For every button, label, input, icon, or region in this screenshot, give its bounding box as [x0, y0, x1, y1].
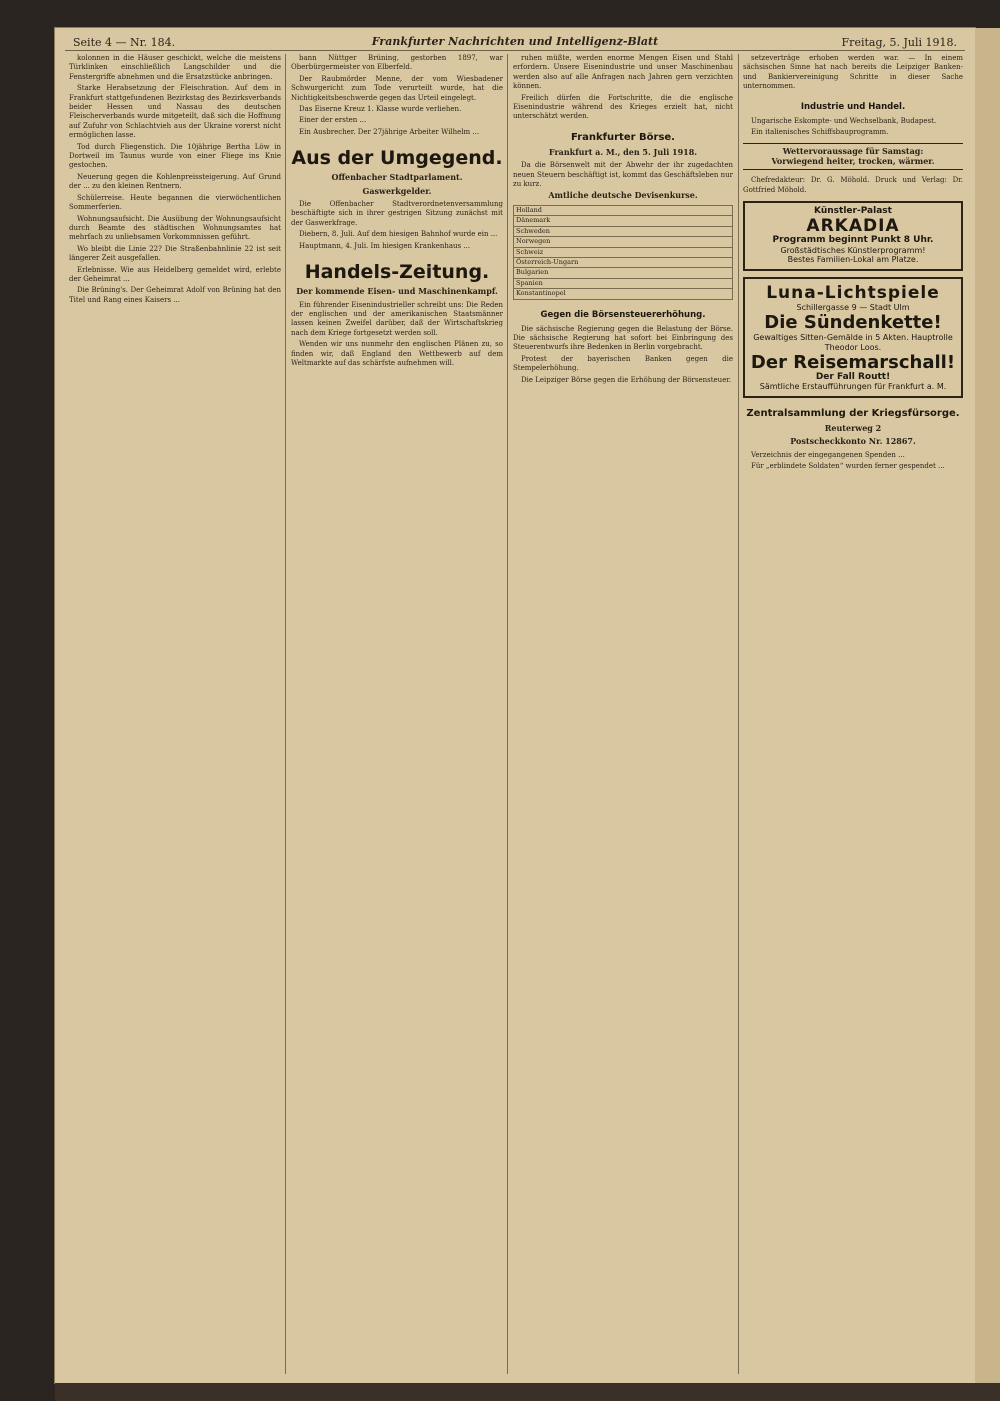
article-paragraph: Der Raubmörder Menne, der vom Wiesbadener Schwurgericht zum Tode verurteilt wurde, hat die Nichtigkeitsbeschwerde gegen das Urteil eingelegt.	[291, 74, 503, 102]
section-heading: Gegen die Börsensteuererhöhung.	[540, 309, 706, 320]
column-1	[69, 54, 281, 1374]
section-heading: Zentralsammlung der Kriegsfürsorge.	[746, 407, 960, 419]
ad-line: Programm beginnt Punkt 8 Uhr.	[772, 235, 934, 246]
article-paragraph: Ein führender Eisenindustrieller schreibt uns: Die Reden der englischen und der amerikanischen Staatsmänner lassen keinen Zweifel darüber, daß der Wirtschaftskrieg nach dem Kriege fortgesetzt werden soll.	[291, 300, 503, 337]
article-paragraph: Die Offenbacher Stadtverordnetenversammlung beschäftigte sich in ihrer gestrigen Sitzung zunächst mit der Gaswerkfrage.	[291, 200, 503, 227]
article-paragraph: Schülerreise. Heute begannen die vierwöchentlichen Sommerferien.	[69, 193, 281, 212]
rate-country: Österreich-Ungarn	[514, 257, 733, 267]
section-subheading: Offenbacher Stadtparlament.	[331, 172, 463, 183]
column-3	[513, 54, 733, 1374]
article-paragraph: Freilich dürfen die Fortschritte, die die englische Eisenindustrie während des Krieges erzielt hat, nicht unterschätzt werden.	[513, 93, 733, 121]
editor-credits: Chefredakteur: Dr. G. Möhold. Druck und Verlag: Dr. Gottfried Möhold.	[743, 176, 963, 194]
ad-line: Gewaltiges Sitten-Gemälde in 5 Akten. Hauptrolle Theodor Loos.	[753, 333, 953, 352]
article-paragraph: setzeverträge erhoben werden war. — In einem sächsischen Sinne hat nach bereits die Leipziger Banken- und Bankiervereinigung Schritte in dieser Sache unternommen.	[743, 54, 963, 91]
column-rule	[738, 54, 739, 1374]
ad-title: ARKADIA	[806, 216, 900, 237]
rate-country: Norwegen	[514, 237, 733, 247]
ad-line: Bestes Familien-Lokal am Platze.	[787, 255, 919, 265]
rate-country: Holland	[514, 205, 733, 215]
scan-border	[55, 1383, 1000, 1401]
section-subheading: Postscheckkonto Nr. 12867.	[790, 436, 916, 447]
ad-arkadia	[743, 201, 963, 271]
ad-line: Großstädtisches Künstlerprogramm!	[780, 245, 926, 255]
column-2	[291, 54, 503, 1374]
column-rule	[507, 54, 508, 1374]
ad-feature-title: Der Reisemarschall!	[750, 351, 956, 373]
article-paragraph: Neuerung gegen die Kohlenpreissteigerung. Auf Grund der ... zu den kleinen Rentnern.	[69, 172, 281, 191]
column-4	[743, 54, 963, 1374]
rates-title: Amtliche deutsche Devisenkurse.	[548, 190, 698, 201]
article-paragraph: Starke Herabsetzung der Fleischration. Auf dem in Frankfurt stattgefundenen Bezirkstag des Bezirksverbands beider Hessen und Nassau des deutschen Fleischerverbands wurde mitgeteilt, daß sich die Hoffnung auf Zufuhr von Schlachtvieh aus der Ukraine vorerst nicht ermöglichen lasse.	[69, 84, 281, 140]
issue-date: Freitag, 5. Juli 1918.	[841, 36, 957, 49]
article-paragraph: Tod durch Fliegenstich. Die 10jährige Bertha Löw in Dortweil im Taunus wurde von einer Fliege ins Knie gestochen.	[69, 142, 281, 170]
article-paragraph: Protest der bayerischen Banken gegen die Stempelerhöhung.	[513, 354, 733, 373]
article-paragraph: Wohnungsaufsicht. Die Ausübung der Wohnungsaufsicht durch Beamte des städtischen Wohnungsamtes hat mehrfach zu unliebsamen Vorkommnissen geführt.	[69, 214, 281, 242]
weather-title: Wettervoraussage für Samstag:	[782, 146, 924, 157]
rate-country: Schweden	[514, 226, 733, 236]
article-paragraph: bann Nüttger Brüning, gestorben 1897, war Oberbürgermeister von Elberfeld.	[291, 54, 503, 72]
ad-line: Künstler-Palast	[814, 206, 892, 217]
ad-feature-title: Die Sündenkette!	[764, 312, 942, 334]
newspaper-page	[55, 28, 975, 1383]
article-paragraph: ruhen müßte, werden enorme Mengen Eisen und Stahl erfordern. Unsere Eisenindustrie und unser Maschinenbau werden also auf alle Anfragen nach Jahren gern verzichten können.	[513, 54, 733, 91]
ad-line: Der Fall Routt!	[815, 371, 891, 382]
article-paragraph: Verzeichnis der eingegangenen Spenden ...	[751, 450, 905, 459]
column-rule	[285, 54, 286, 1374]
article-paragraph: Die Brüning's. Der Geheimrat Adolf von Brüning hat den Titel und Rang eines Kaisers ...	[69, 286, 281, 304]
section-subheading: Gaswerkgelder.	[362, 185, 432, 196]
page-number: Seite 4 — Nr. 184.	[73, 36, 176, 49]
article-paragraph: Für „erblindete Soldaten“ wurden ferner gespendet ...	[751, 461, 945, 470]
exchange-rates-table	[513, 205, 733, 300]
weather-forecast: Vorwiegend heiter, trocken, wärmer.	[771, 155, 935, 166]
article-paragraph: Ein italienisches Schiffsbauprogramm.	[751, 128, 889, 137]
section-subheading: Der kommende Eisen- und Maschinenkampf.	[296, 286, 498, 297]
ad-line: Sämtliche Erstaufführungen für Frankfurt a. M.	[759, 382, 947, 392]
rate-country: Spanien	[514, 278, 733, 288]
page-header	[65, 34, 965, 51]
article-paragraph: Erlebnisse. Wie aus Heidelberg gemeldet wird, erlebte der Geheimrat ...	[69, 265, 281, 283]
rate-country: Konstantinopel	[514, 289, 733, 299]
article-paragraph: Das Eiserne Kreuz 1. Klasse wurde verliehen.	[299, 105, 462, 114]
rate-country: Dänemark	[514, 216, 733, 226]
section-heading: Aus der Umgegend.	[291, 147, 503, 170]
article-paragraph: Diebern, 8. Juli. Auf dem hiesigen Bahnhof wurde ein ...	[299, 230, 498, 239]
article-paragraph: Wenden wir uns nunmehr den englischen Plänen zu, so finden wir, daß England den Wettbewerb auf dem Weltmarkte auf das schärfste aufnehmen will.	[291, 340, 503, 367]
article-paragraph: Da die Börsenwelt mit der Abwehr der ihr zugedachten neuen Steuern beschäftigt ist, kommt das Geschäftsleben nur zu kurz.	[513, 161, 733, 189]
section-heading: Industrie und Handel.	[800, 101, 906, 112]
article-paragraph: Wo bleibt die Linie 22? Die Straßenbahnlinie 22 ist seit längerer Zeit ausgefallen.	[69, 244, 281, 263]
article-paragraph: Die sächsische Regierung gegen die Belastung der Börse. Die sächsische Regierung hat sofort bei Einbringung des Steuerentwurfs ihre Bedenken in Berlin vorgebracht.	[513, 324, 733, 352]
article-paragraph: Hauptmann, 4. Juli. Im hiesigen Krankenhaus ...	[299, 241, 471, 250]
article-paragraph: Ungarische Eskompte- und Wechselbank, Budapest.	[751, 116, 937, 125]
ad-luna-lichtspiele	[743, 277, 963, 398]
section-subheading: Frankfurt a. M., den 5. Juli 1918.	[548, 146, 698, 157]
ad-line: Schillergasse 9 — Stadt Ulm	[796, 302, 910, 312]
article-paragraph: kolonnen in die Häuser geschickt, welche die meistens Türklinken einschließlich Langschilder und die Fenstergriffe abnehmen und die Ersatzstücke anbringen.	[69, 54, 281, 81]
masthead-title: Frankfurter Nachrichten und Intelligenz-Blatt	[371, 35, 659, 48]
article-paragraph: Einer der ersten ...	[299, 116, 367, 125]
rate-country: Bulgarien	[514, 268, 733, 278]
ad-title: Luna-Lichtspiele	[766, 282, 940, 303]
page-edge	[975, 28, 1000, 1383]
article-paragraph: Die Leipziger Börse gegen die Erhöhung der Börsensteuer.	[521, 375, 732, 384]
weather-box	[743, 143, 963, 170]
article-paragraph: Ein Ausbrecher. Der 27jährige Arbeiter Wilhelm ...	[299, 127, 480, 136]
section-subheading: Reuterweg 2	[824, 422, 882, 433]
rate-country: Schweiz	[514, 247, 733, 257]
section-heading: Frankfurter Börse.	[571, 131, 675, 143]
section-heading: Handels-Zeitung.	[304, 261, 490, 284]
